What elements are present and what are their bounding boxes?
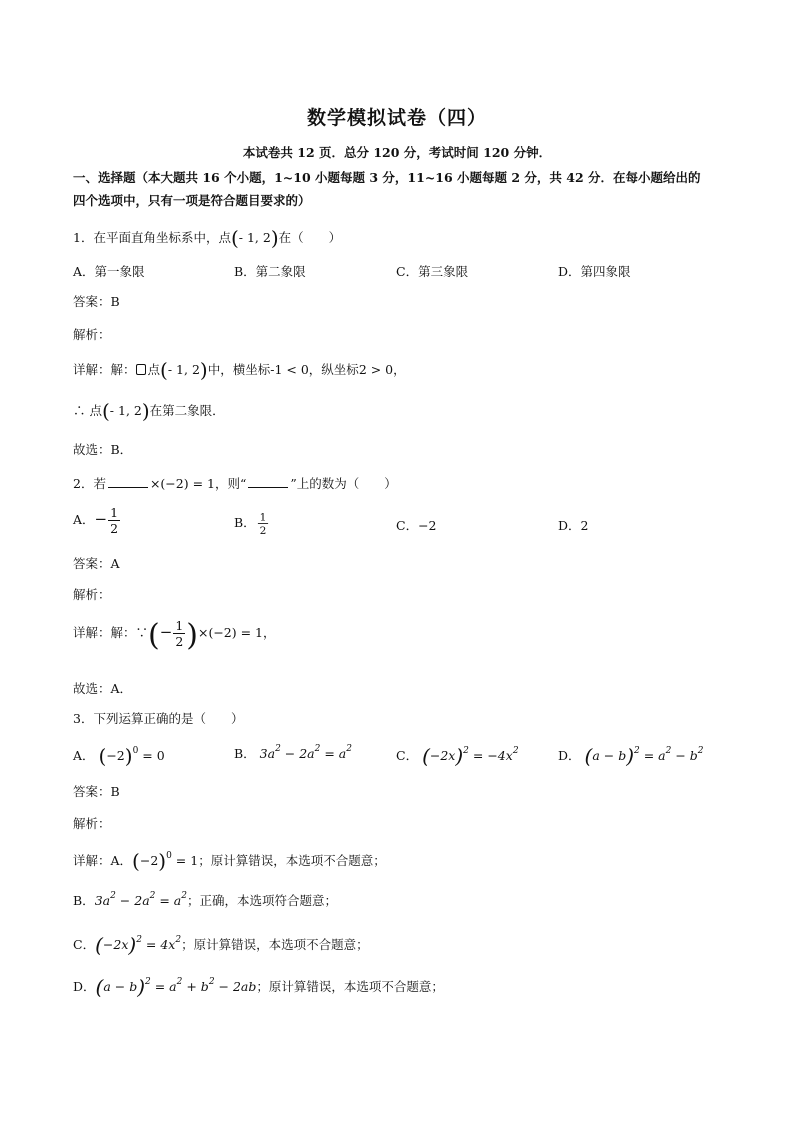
q3-option-a-label: A． — [73, 748, 95, 763]
q3-analysis: 解析： — [73, 816, 111, 831]
q1-therefore: ∴ 点(- 1, 2)在第二象限． — [73, 399, 225, 423]
fraction-denominator: 2 — [175, 634, 184, 649]
q2-conclusion: 故选：A． — [73, 681, 133, 696]
q2-detail: 详解：解：∵(− $\frac{1}{2}$ )×(−2) = 1， — [73, 618, 276, 653]
q1-point: - 1, 2 — [238, 230, 271, 245]
q3-detail-a: 详解：A．$(-2)^0 = 1$；原计算错误，本选项不合题意； — [73, 849, 386, 873]
q1-option-c: C．第三象限 — [396, 264, 469, 279]
q2-blank — [108, 476, 148, 488]
q2-option-d-value: 2 — [580, 518, 589, 533]
q3-option-a: A． $(-2)^0 = 0$ — [73, 744, 165, 768]
fraction-denominator: 2 — [110, 521, 119, 536]
q2-detail-label: 详解：解：∵ — [73, 625, 149, 640]
q2-option-b — [234, 508, 270, 539]
q2-option-c-label: C． — [396, 518, 419, 533]
fraction-denominator: 2 — [259, 523, 267, 537]
q2-analysis: 解析： — [73, 587, 111, 602]
q1-therefore-point: - 1, 2 — [109, 403, 142, 418]
q1-detail: 详解：解： 点(- 1, 2)中，横坐标-1 < 0，纵坐标2 > 0， — [73, 358, 406, 382]
q2-option-a-label: A． — [73, 512, 95, 527]
q1-detail-point: - 1, 2 — [167, 362, 200, 377]
fraction-numerator: 1 — [175, 618, 184, 633]
q3-detail-c-text: ；原计算错误，本选项不合题意； — [181, 937, 369, 952]
q3-detail-d-text: ；原计算错误，本选项不合题意； — [256, 979, 444, 994]
q3-option-d: D． $(a - b)^2 = a^2 - b^2$ — [558, 744, 704, 768]
q3-detail-d-label: D． — [73, 979, 96, 994]
q2-option-a-fraction — [108, 505, 120, 536]
q1-stem-text: 1．在平面直角坐标系中，点 — [73, 230, 231, 245]
q1-detail-comma: ， — [393, 362, 406, 377]
q1-detail-label: 详解：解： — [73, 362, 136, 377]
q3-stem: 3．下列运算正确的是（ ） — [73, 711, 244, 726]
q3-detail-c: C．$(-2x)^2 = 4x^2$；原计算错误，本选项不合题意； — [73, 933, 369, 957]
q3-detail-c-label: C． — [73, 937, 96, 952]
q2-stem-mid: ，则“ — [214, 476, 247, 491]
q1-answer: 答案：B — [73, 294, 120, 309]
q2-answer: 答案：A — [73, 556, 120, 571]
q3-option-b-label: B． — [234, 746, 256, 761]
q2-option-a-sign: − — [94, 510, 108, 528]
page-title: 数学模拟试卷（四） — [306, 107, 487, 129]
q2-option-c-value: −2 — [418, 518, 437, 533]
q3-detail-a-text: ；原计算错误，本选项不合题意； — [198, 853, 386, 868]
q1-detail-point-word: 点 — [147, 362, 161, 377]
q1-detail-ineq1: -1 < 0 — [270, 362, 309, 377]
q3-detail-b-label: B． — [73, 893, 95, 908]
because-symbol-icon — [136, 364, 146, 375]
q3-option-b: B． $3a^2 - 2a^2 = a^2$ — [234, 744, 352, 761]
q3-option-c: C． $(-2x)^2 = -4x^2$ — [396, 744, 519, 768]
q2-option-d-label: D． — [558, 518, 581, 533]
q2-option-b-label: B． — [234, 515, 256, 530]
q2-detail-fraction — [173, 618, 185, 649]
fraction-numerator: 1 — [110, 505, 119, 520]
q2-option-d — [558, 516, 588, 534]
q1-detail-ineq2: 2 > 0 — [358, 362, 394, 377]
q1-therefore-tail: 在第二象限． — [149, 403, 225, 418]
section-heading-line1: 一、选择题（本大题共 16 个小题，1~10 小题每题 3 分，11~16 小题每题 2 分，共 42 分．在每小题给出的 — [73, 170, 701, 185]
q1-therefore-text: ∴ 点 — [73, 403, 102, 418]
q1-option-b: B．第二象限 — [234, 264, 306, 279]
q3-detail-b: B．$3a^2 - 2a^2 = a^2$；正确，本选项符合题意； — [73, 891, 338, 908]
section-heading-line2: 四个选项中，只有一项是符合题目要求的） — [73, 193, 311, 208]
q1-detail-y-text: ，纵坐标 — [308, 362, 359, 377]
q1-stem: 1．在平面直角坐标系中，点(- 1, 2)在（ ） — [73, 226, 342, 250]
q3-option-d-label: D． — [558, 748, 581, 763]
q2-detail-expr: ×(−2) = 1， — [197, 625, 276, 640]
q2-option-a — [73, 505, 121, 536]
q1-option-a: A．第一象限 — [73, 264, 145, 279]
fraction-numerator: 1 — [259, 510, 267, 524]
exam-info: 本试卷共 12 页．总分 120 分，考试时间 120 分钟． — [242, 145, 552, 160]
q2-blank-quote — [248, 476, 288, 488]
q2-stem-text: 2．若 — [73, 476, 106, 491]
q3-detail-a-label: 详解：A． — [73, 853, 133, 868]
q1-analysis: 解析： — [73, 327, 111, 342]
q1-detail-x-text: 中，横坐标 — [207, 362, 271, 377]
q3-option-c-label: C． — [396, 748, 419, 763]
q1-option-d: D．第四象限 — [558, 264, 631, 279]
q2-stem-expr: ×(−2) = 1 — [149, 476, 215, 491]
q2-option-b-fraction — [258, 510, 268, 536]
q2-option-c — [396, 516, 437, 534]
q2-stem-tail: ”上的数为（ ） — [290, 476, 397, 491]
q3-answer: 答案：B — [73, 784, 120, 799]
q1-stem-tail: 在（ ） — [278, 230, 342, 245]
q3-detail-b-text: ；正确，本选项符合题意； — [187, 893, 338, 908]
q2-stem — [73, 474, 397, 492]
q3-detail-d: D．$(a - b)^2 = a^2 + b^2 - 2ab$；原计算错误，本选项不合题意； — [73, 975, 444, 999]
q1-conclusion: 故选：B． — [73, 442, 133, 457]
